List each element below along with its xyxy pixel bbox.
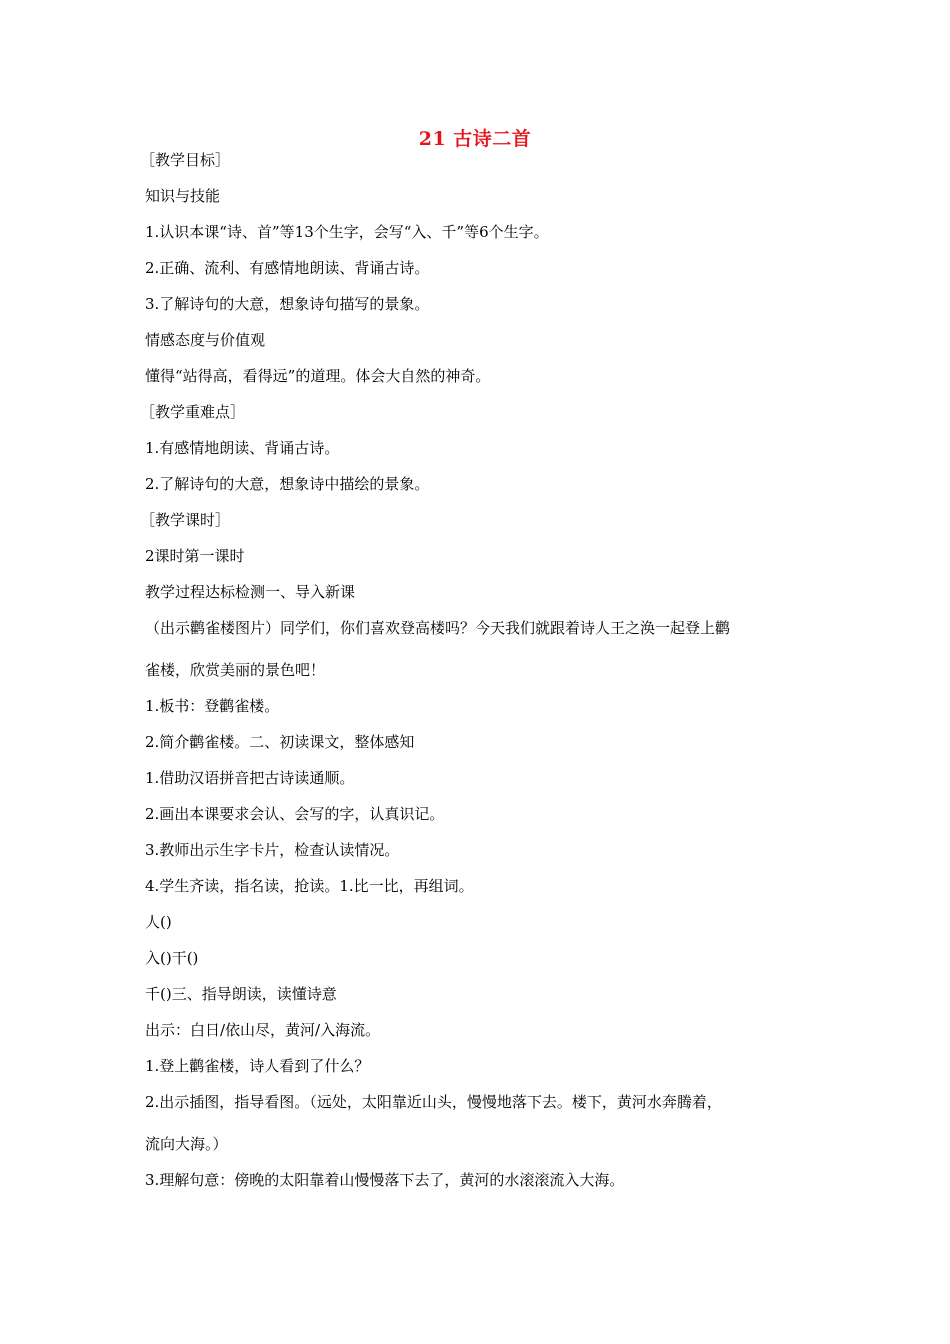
paragraph-line: 1.登上鹳雀楼，诗人看到了什么？ bbox=[145, 1057, 370, 1075]
document-body bbox=[140, 150, 815, 1206]
paragraph-line: 雀楼，欣赏美丽的景色吧！ bbox=[145, 661, 326, 679]
paragraph-line: 懂得“站得高，看得远”的道理。体会大自然的神奇。 bbox=[145, 367, 491, 385]
paragraph-line: （出示鹳雀楼图片）同学们，你们喜欢登高楼吗？今天我们就跟着诗人王之涣一起登上鹳 bbox=[145, 619, 731, 637]
paragraph-line: 2.正确、流利、有感情地朗读、背诵古诗。 bbox=[145, 259, 430, 277]
paragraph-line: 千()三、指导朗读，读懂诗意 bbox=[145, 985, 337, 1003]
paragraph-line: 2.简介鹳雀楼。二、初读课文，整体感知 bbox=[145, 733, 415, 751]
paragraph-line: 教学过程达标检测一、导入新课 bbox=[145, 583, 356, 601]
paragraph-line: 入()干() bbox=[145, 949, 199, 967]
paragraph-line: 1.借助汉语拼音把古诗读通顺。 bbox=[145, 769, 355, 787]
paragraph-line: 3.教师出示生字卡片，检查认读情况。 bbox=[145, 841, 400, 859]
paragraph-line: 人() bbox=[145, 913, 172, 931]
paragraph-line: 2.了解诗句的大意，想象诗中描绘的景象。 bbox=[145, 475, 430, 493]
section-heading-key-points: ［教学重难点］ bbox=[140, 403, 246, 421]
document-title: 21 古诗二首 bbox=[418, 128, 532, 150]
paragraph-line: 4.学生齐读，指名读，抢读。1.比一比，再组词。 bbox=[145, 877, 474, 895]
paragraph-line: 3.理解句意：傍晚的太阳靠着山慢慢落下去了，黄河的水滚滚流入大海。 bbox=[145, 1171, 625, 1189]
paragraph-line: 3.了解诗句的大意，想象诗句描写的景象。 bbox=[145, 295, 430, 313]
paragraph-line: 1.认识本课“诗、首”等13个生字，会写“入、千”等6个生字。 bbox=[145, 223, 549, 241]
section-heading-objectives: ［教学目标］ bbox=[140, 151, 231, 169]
subheading-knowledge-skills: 知识与技能 bbox=[145, 187, 221, 205]
paragraph-line: 2.出示插图，指导看图。（远处，太阳靠近山头，慢慢地落下去。楼下，黄河水奔腾着， bbox=[145, 1093, 722, 1111]
paragraph-line: 2.画出本课要求会认、会写的字，认真识记。 bbox=[145, 805, 445, 823]
paragraph-line: 1.有感情地朗读、背诵古诗。 bbox=[145, 439, 340, 457]
paragraph-line: 流向大海。） bbox=[145, 1135, 228, 1153]
paragraph-line: 1.板书：登鹳雀楼。 bbox=[145, 697, 280, 715]
section-heading-class-hours: ［教学课时］ bbox=[140, 511, 231, 529]
paragraph-line: 出示：白日/依山尽，黄河/入海流。 bbox=[145, 1021, 381, 1039]
paragraph-line: 2课时第一课时 bbox=[145, 547, 245, 565]
subheading-emotion-values: 情感态度与价值观 bbox=[145, 331, 266, 349]
